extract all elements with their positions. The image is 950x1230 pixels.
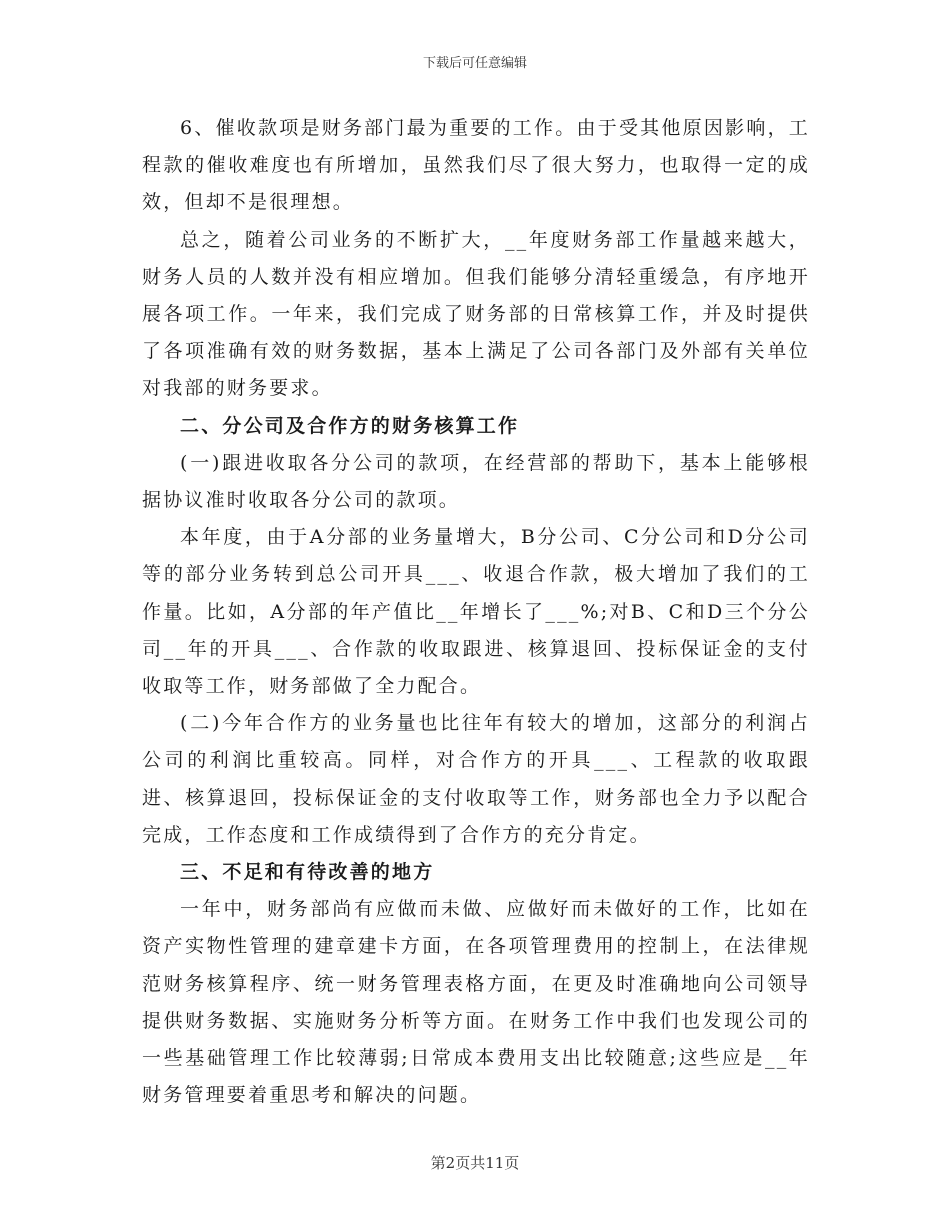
paragraph-branch-payments: (一)跟进收取各分公司的款项，在经营部的帮助下，基本上能够根据协议准时收取各分公司的款项。 bbox=[142, 451, 810, 512]
document-body bbox=[142, 110, 810, 1114]
paragraph-collection-work: 6、催收款项是财务部门最为重要的工作。由于受其他原因影响，工程款的催收难度也有所增加，虽然我们尽了很大努力，也取得一定的成效，但却不是很理想。 bbox=[142, 117, 810, 214]
page-header: 下载后可任意编辑 bbox=[422, 56, 527, 71]
paragraph-annual-workload: 本年度，由于A分部的业务量增大，B分公司、C分公司和D分公司等的部分业务转到总公司开具___、收退合作款，极大增加了我们的工作量。比如，A分部的年产值比__年增长了___%;对B、C和D三个分公司__年的开具___、合作款的收取跟进、核算退回、投标保证金的支付收取等工作，财务部做了全力配合。 bbox=[142, 526, 810, 698]
paragraph-partner-business: (二)今年合作方的业务量也比往年有较大的增加，这部分的利润占公司的利润比重较高。同样，对合作方的开具___、工程款的收取跟进、核算退回，投标保证金的支付收取等工作，财务部也全力予以配合完成，工作态度和工作成绩得到了合作方的充分肯定。 bbox=[142, 712, 810, 846]
page-number: 第2页共11页 bbox=[430, 1154, 520, 1172]
paragraph-summary: 总之，随着公司业务的不断扩大，__年度财务部工作量越来越大，财务人员的人数并没有相应增加。但我们能够分清轻重缓急，有序地开展各项工作。一年来，我们完成了财务部的日常核算工作，并及时提供了各项准确有效的财务数据，基本上满足了公司各部门及外部有关单位对我部的财务要求。 bbox=[142, 228, 810, 400]
section-heading-branch-accounting: 二、分公司及合作方的财务核算工作 bbox=[180, 414, 520, 437]
paragraph-shortcomings: 一年中，财务部尚有应做而未做、应做好而未做好的工作，比如在资产实物性管理的建章建卡方面，在各项管理费用的控制上，在法律规范财务核算程序、统一财务管理表格方面，在更及时准确地向公司领导提供财务数据、实施财务分析等方面。在财务工作中我们也发现公司的一些基础管理工作比较薄弱;日常成本费用支出比较随意;这些应是__年财务管理要着重思考和解决的问题。 bbox=[142, 898, 810, 1107]
section-heading-shortcomings: 三、不足和有待改善的地方 bbox=[180, 861, 435, 884]
